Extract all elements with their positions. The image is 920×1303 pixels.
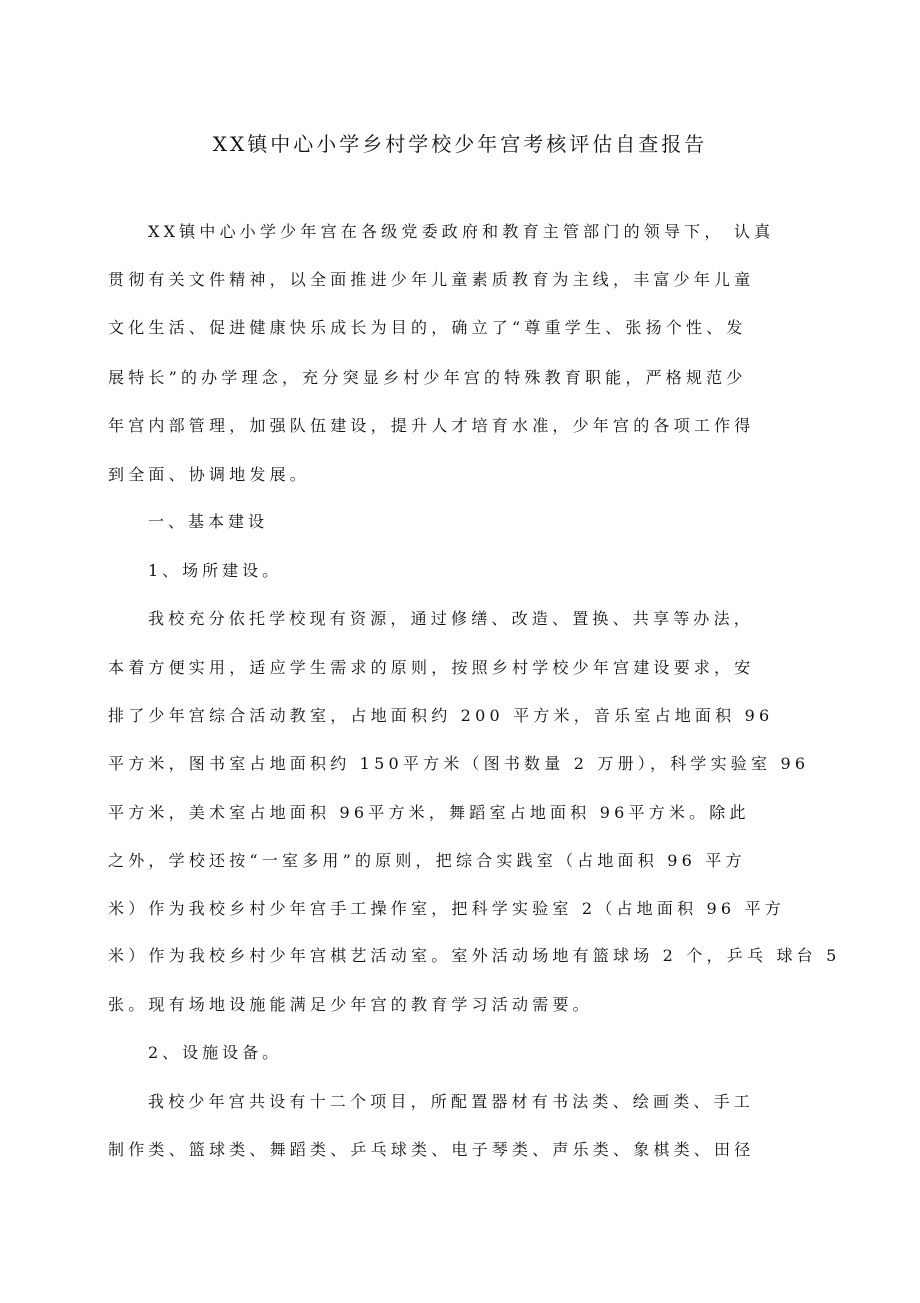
paragraph-line: 我校充分依托学校现有资源，通过修缮、改造、置换、共享等办法， (148, 609, 755, 628)
paragraph-line: 张。现有场地设施能满足少年宫的教育学习活动需要。 (108, 995, 593, 1014)
subsection-heading: 1、场所建设。 (148, 561, 283, 580)
document-title: XX镇中心小学乡村学校少年宫考核评估自查报告 (212, 132, 708, 156)
intro-line: 到全面、协调地发展。 (108, 465, 311, 484)
paragraph-line: 米）作为我校乡村少年宫手工操作室，把科学实验室 2（占地面积 96 平方 (108, 899, 785, 918)
intro-line: XX镇中心小学少年宫在各级党委政府和教育主管部门的领导下， 认真 (148, 222, 775, 241)
paragraph-line: 我校少年宫共设有十二个项目，所配置器材有书法类、绘画类、手工 (148, 1092, 755, 1111)
paragraph-line: 排了少年宫综合活动教室，占地面积约 200 平方米，音乐室占地面积 96 (108, 706, 774, 725)
paragraph-line: 米）作为我校乡村少年宫棋艺活动室。室外活动场地有篮球场 2 个，乒乓 球台 5 (108, 946, 841, 965)
intro-line: 展特长”的办学理念，充分突显乡村少年宫的特殊教育职能，严格规范少 (108, 368, 747, 387)
paragraph-line: 平方米，美术室占地面积 96平方米，舞蹈室占地面积 96平方米。除此 (108, 803, 750, 822)
subsection-heading: 2、设施设备。 (148, 1043, 283, 1062)
section-heading: 一、基本建设 (148, 512, 269, 531)
intro-line: 年宫内部管理，加强队伍建设，提升人才培育水准，少年宫的各项工作得 (108, 416, 755, 435)
paragraph-line: 本着方便实用，适应学生需求的原则，按照乡村学校少年宫建设要求，安 (108, 658, 755, 677)
intro-line: 文化生活、促进健康快乐成长为目的，确立了“尊重学生、张扬个性、发 (108, 318, 747, 337)
paragraph-line: 之外，学校还按“一室多用”的原则，把综合实践室（占地面积 96 平方 (108, 851, 746, 870)
paragraph-line: 平方米，图书室占地面积约 150平方米（图书数量 2 万册），科学实验室 96 (108, 754, 810, 773)
intro-line: 贯彻有关文件精神，以全面推进少年儿童素质教育为主线，丰富少年儿童 (108, 270, 755, 289)
paragraph-line: 制作类、篮球类、舞蹈类、乒乓球类、电子琴类、声乐类、象棋类、田径 (108, 1140, 755, 1159)
